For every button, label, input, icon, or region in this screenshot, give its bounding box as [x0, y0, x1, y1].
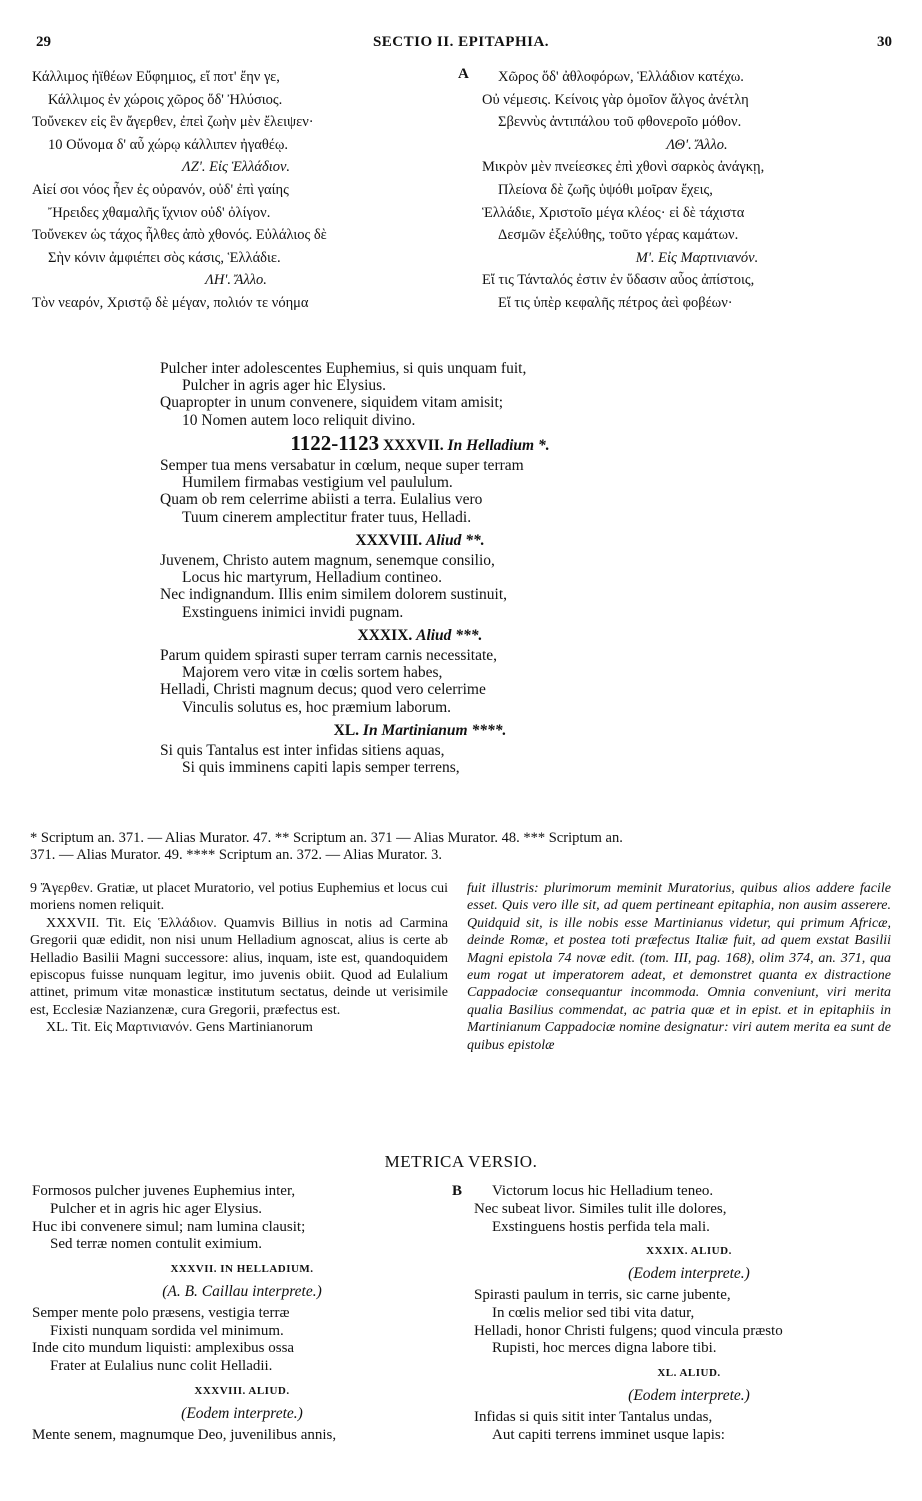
verse-line: 10 Οὔνομα δ' αὖ χώρῳ κάλλιπεν ἠγαθέῳ.: [48, 136, 289, 153]
verse-line: Inde cito mundum liquisti: amplexibus ossa: [32, 1340, 295, 1357]
verse-line: Μικρὸν μὲν πνείεσκες ἐπὶ χθονὶ σαρκὸς ἀνάγκῃ,: [482, 159, 765, 176]
verse-line: Vinculis solutus es, hoc præmium laborum.: [182, 698, 452, 716]
verse-line: Pulcher in agris ager hic Elysius.: [182, 377, 387, 395]
poem-heading: XXXVIII. ALIUD.: [194, 1384, 290, 1397]
verse-line: Pulcher inter adolescentes Euphemius, si quis unquam fuit,: [160, 360, 527, 377]
translator-credit: (Eodem interprete.): [628, 1265, 750, 1283]
verse-line: Κάλλιμος ἐν χώροις χῶρος ὅδ' Ἠλύσιος.: [48, 91, 283, 108]
verse-line: Rupisti, hoc merces digna labore tibi.: [492, 1340, 717, 1357]
poem-number: XXXVII.: [382, 436, 444, 454]
verse-line: Victorum locus hic Helladium teneo.: [492, 1183, 714, 1199]
verse-line: Exstinguens inimici invidi pugnam.: [182, 603, 404, 621]
verse-line: Frater at Eulalius nunc colit Helladii.: [50, 1358, 273, 1375]
column-numbers: 1122-1123: [290, 430, 380, 455]
margin-marker-b: B: [452, 1183, 463, 1199]
poem-title: In Martinianum ****.: [362, 721, 507, 739]
commentary-paragraph: XXXVII. Tit. Εἰς Ἑλλάδιον. Quamvis Billius in notis ad Carmina Gregorii quæ edidit, non nisi unum Helladium agnoscat, alius is certe ab Helladio Basilii Magni successore: alius, inquam, iste est, quandoquidem episcopus fuisse nunquam legitur, imo juvenis obiit. Quod ad Eulalium attinet, primum vitæ monasticæ institutum sectatus, deinde ut verisimile est, Ecclesiæ Nazianzenæ, cura Gregorii, præfectus est.: [30, 915, 448, 1018]
verse-line: Nec indignandum. Illis enim similem dolorem sustinuit,: [160, 586, 507, 604]
verse-line: Majorem vero vitæ in cœlis sortem habes,: [182, 664, 443, 682]
verse-line: Δεσμῶν ἐξελύθης, τοῦτο γέρας καμάτων.: [498, 227, 739, 244]
commentary-paragraph: XL. Tit. Εἰς Μαρτινιανόν. Gens Martinianorum: [46, 1020, 313, 1036]
verse-line: Juvenem, Christo autem magnum, senemque consilio,: [160, 552, 495, 570]
verse-line: Helladi, honor Christi fulgens; quod vincula præsto: [474, 1322, 783, 1339]
verse-line: Helladi, Christi magnum decus; quod vero celerrime: [160, 681, 486, 699]
verse-line: Sed terræ nomen contulit eximium.: [50, 1236, 263, 1253]
footnote-line: 371. — Alias Murator. 49. **** Scriptum an. 372. — Alias Murator. 3.: [30, 847, 443, 863]
verse-line: Infidas si quis sitit inter Tantalus undas,: [474, 1408, 713, 1425]
page-number-right: 30: [877, 34, 892, 50]
verse-line: In cœlis melior sed tibi vita datur,: [492, 1304, 695, 1321]
verse-line: Ἤρειδες χθαμαλῆς ἴχνιον οὐδ' ὀλίγον.: [48, 204, 271, 221]
poem-heading: [160, 722, 680, 739]
verse-line: Οὐ νέμεσις. Κείνοις γὰρ ὁμοῖον ἄλγος ἀνέτλη: [482, 91, 749, 108]
verse-line: Quapropter in unum convenere, siquidem vitam amisit;: [160, 394, 504, 412]
verse-line: Τοὔνεκεν εἰς ἓν ἄγερθεν, ἐπεὶ ζωὴν μὲν ἔλειψεν·: [32, 114, 314, 131]
verse-line: Semper tua mens versabatur in cœlum, neque super terram: [160, 457, 524, 475]
metrical-version-right-column: [474, 1183, 904, 1444]
poem-title: Aliud **.: [426, 531, 485, 549]
verse-line: Εἴ τις Τάνταλός ἐστιν ἐν ὕδασιν αὖος ἀπίστοις,: [482, 272, 755, 289]
verse-line: Locus hic martyrum, Helladium contineo.: [182, 569, 442, 587]
verse-line: Τὸν νεαρόν, Χριστῷ δὲ μέγαν, πολιόν τε νόημα: [32, 294, 309, 311]
margin-marker-a: A: [458, 66, 469, 82]
verse-line: Σβεννὺς ἀντιπάλου τοῦ φθονεροῖο μόθον.: [498, 114, 742, 131]
translator-credit: (Eodem interprete.): [628, 1386, 750, 1404]
poem-heading: Μ'. Εἰς Μαρτινιανόν.: [635, 249, 759, 266]
verse-line: Τοὔνεκεν ὡς τάχος ἦλθες ἀπὸ χθονός. Εὐλάλιος δὲ: [32, 227, 327, 244]
verse-line: Εἴ τις ὑπὲρ κεφαλῆς πέτρος ἀεὶ φοβέων·: [498, 294, 733, 311]
section-title: METRICA VERSIO.: [384, 1152, 538, 1171]
translator-credit: (A. B. Caillau interprete.): [162, 1282, 322, 1300]
metrical-version-left-column: [32, 1183, 452, 1444]
verse-line: Si quis Tantalus est inter infidas sitiens aquas,: [160, 742, 445, 760]
poem-heading: [160, 627, 680, 644]
translator-credit: (Eodem interprete.): [181, 1404, 303, 1422]
verse-line: Pulcher et in agris hic ager Elysius.: [50, 1200, 263, 1217]
greek-text-right-column: [482, 66, 912, 315]
verse-line: Fixisti nunquam sordida vel minimum.: [50, 1322, 284, 1339]
verse-line: Χῶρος ὅδ' ἀθλοφόρων, Ἑλλάδιον κατέχω.: [498, 69, 744, 85]
poem-heading: XXXIX. ALIUD.: [646, 1245, 732, 1258]
running-header: [30, 34, 892, 56]
verse-line: Mente senem, magnumque Deo, juvenilibus annis,: [32, 1426, 337, 1443]
poem-heading: XL. ALIUD.: [657, 1367, 721, 1380]
verse-line: Quam ob rem celerrime abiisti a terra. Eulalius vero: [160, 491, 483, 509]
poem-heading: XXXVII. IN HELLADIUM.: [170, 1263, 314, 1276]
poem-heading: ΛΘ'. Ἄλλο.: [666, 136, 728, 153]
verse-line: Nec subeat livor. Similes tulit ille dolores,: [474, 1200, 727, 1217]
footnotes: [30, 830, 890, 864]
commentary-paragraph: fuit illustris: plurimorum meminit Muratorius, quibus alios addere facile esset. Quis vero ille sit, ad quem pertineant epitaphia, non ausim asserere. Quidquid sit, is ille nobis esse Martinianus videtur, qui primum Africæ, deinde Romæ, et postea toti præfectus Italiæ fuit, ad quem exstat Basilii Magni epistola 74 novæ edit. (tom. III, pag. 168), olim 374, an. 371, qua eum rogat ut imperatorem adeat, et demonstret quanta ex distractione Cappadociæ consequantur incommoda. Omnia conveniunt, viri merita qualia Basilius commendat, ac patria quæ et in epist. et in epitaphiis in Martinianum Cappadociæ nomine designatur: viri autem merita ea sunt de quibus epistolæ: [467, 881, 891, 1053]
footnote-line: * Scriptum an. 371. — Alias Murator. 47. ** Scriptum an. 371 — Alias Murator. 48. *** Scriptum an.: [30, 830, 623, 846]
verse-line: Semper mente polo præsens, vestigia terræ: [32, 1304, 290, 1321]
running-title: SECTIO II. EPITAPHIA.: [372, 34, 550, 50]
verse-line: Πλείονα δὲ ζωῆς ὑψόθι μοῖραν ἔχεις,: [498, 181, 713, 198]
verse-line: Parum quidem spirasti super terram carnis necessitate,: [160, 647, 498, 665]
verse-line: Tuum cinerem amplectitur frater tuus, Helladi.: [182, 508, 472, 526]
verse-line: Spirasti paulum in terris, sic carne jubente,: [474, 1286, 731, 1303]
poem-heading: ΛΖ'. Εἰς Ἑλλάδιον.: [181, 159, 291, 176]
verse-line: Σὴν κόνιν ἀμφιέπει σὸς κάσις, Ἑλλάδιε.: [48, 249, 281, 266]
page-number-left: 29: [36, 34, 51, 50]
poem-number: XL.: [333, 721, 360, 739]
verse-line: Si quis imminens capiti lapis semper terrens,: [182, 759, 460, 777]
verse-line: Humilem firmabas vestigium vel paululum.: [182, 474, 453, 492]
greek-text-left-column: [32, 66, 440, 315]
verse-line: Ἑλλάδιε, Χριστοῖο μέγα κλέος· εἰ δὲ τάχιστα: [482, 204, 745, 221]
latin-translation: [160, 360, 680, 776]
poem-title: Aliud ***.: [416, 626, 483, 644]
verse-line: Αἰεί σοι νόος ἦεν ἐς οὐρανόν, οὐδ' ἐπὶ γαίης: [32, 181, 289, 198]
poem-heading: ΛΗ'. Ἄλλο.: [205, 272, 267, 289]
poem-number: XXXVIII.: [355, 531, 423, 549]
poem-title: In Helladium *.: [447, 436, 550, 454]
poem-heading: [160, 430, 680, 455]
verse-line: Huc ibi convenere simul; nam lumina clausit;: [32, 1218, 306, 1235]
verse-line: Aut capiti terrens imminet usque lapis:: [492, 1426, 725, 1443]
commentary-right-column: [467, 880, 891, 1054]
poem-number: XXXIX.: [357, 626, 413, 644]
commentary-paragraph: 9 Ἄγερθεν. Gratiæ, ut placet Muratorio, vel potius Euphemius et locus cui moriens nomen reliquit.: [30, 881, 448, 914]
commentary-left-column: [30, 880, 448, 1037]
verse-line: 10 Nomen autem loco reliquit divino.: [182, 411, 416, 429]
poem-heading: [160, 532, 680, 549]
verse-line: Formosos pulcher juvenes Euphemius inter,: [32, 1183, 296, 1199]
verse-line: Exstinguens hostis perfida tela mali.: [492, 1218, 710, 1235]
verse-line: Κάλλιμος ἠϊθέων Εὔφημιος, εἴ ποτ' ἔην γε,: [32, 69, 280, 85]
